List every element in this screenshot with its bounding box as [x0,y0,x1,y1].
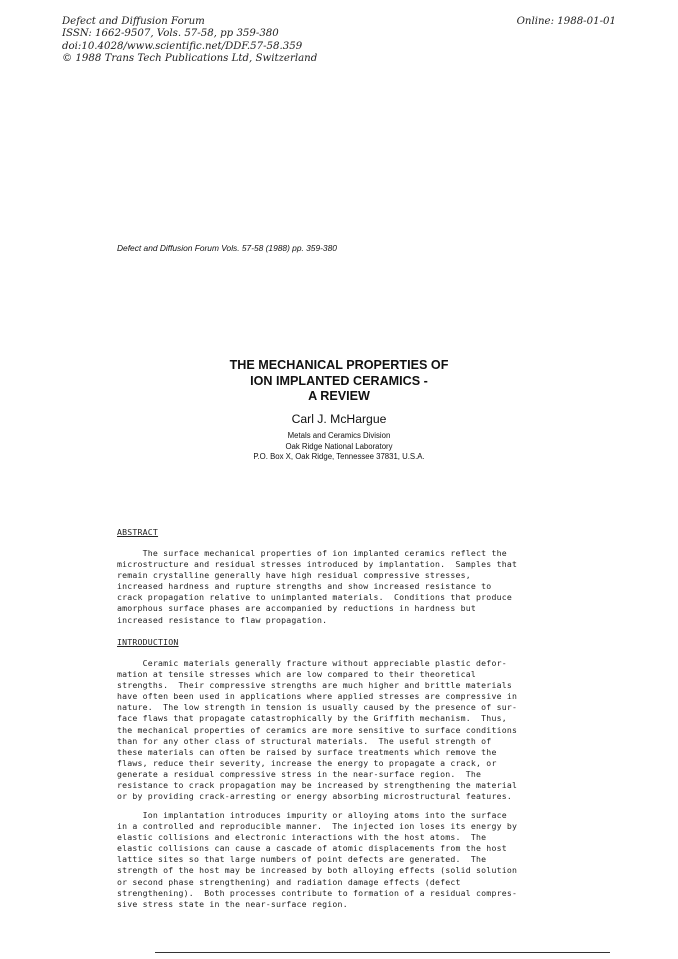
text-line: nature. The low strength in tension is usually caused by the presence of sur- [117,702,518,713]
online-date: Online: 1988-01-01 [516,16,616,27]
title-line: THE MECHANICAL PROPERTIES OF [229,358,449,372]
journal-name: Defect and Diffusion Forum [62,16,205,27]
citation-line: Defect and Diffusion Forum Vols. 57-58 (1988) pp. 359-380 [117,243,337,253]
affiliation [0,431,678,463]
text-line: lattice sites so that large numbers of point defects are generated. The [117,854,487,865]
text-line: face flaws that propagate catastrophically by the Griffith mechanism. Thus, [117,713,507,724]
journal-header [62,16,317,66]
text-line: these materials can often be raised by surface treatments which remove the [117,746,497,757]
text-line: The surface mechanical properties of ion implanted ceramics reflect the [117,548,507,558]
journal-copyright: © 1988 Trans Tech Publications Ltd, Switzerland [62,53,318,65]
text-line: increased resistance to flaw propagation. [117,614,328,625]
introduction-heading: INTRODUCTION [117,637,179,647]
text-line: remain crystalline generally have high residual compressive stresses, [117,570,471,581]
text-line: elastic collisions can cause a cascade of atomic displacements from the host [117,843,507,854]
text-line: strengthening). Both processes contribute to formation of a residual compres- [117,887,518,898]
text-line: crack propagation relative to unimplanted materials. Conditions that produce [117,592,512,603]
text-line: amorphous surface phases are accompanied by reductions in hardness but [117,603,477,614]
text-line: strength of the host may be increased by both alloying effects (solid solution [117,865,518,876]
paper-title [0,358,678,405]
introduction-paragraph-1 [117,658,517,802]
text-line: increased hardness and rupture strengths and show increased resistance to [117,581,492,592]
journal-doi[interactable]: doi:10.4028/www.scientific.net/DDF.57-58.359 [62,40,303,52]
affiliation-line: P.O. Box X, Oak Ridge, Tennessee 37831, U.S.A. [253,452,425,462]
text-line: have often been used in applications where applied stresses are compressive in [117,691,518,702]
text-line: mation at tensile stresses which are low compared to their theoretical [117,669,477,680]
text-line: generate a residual compressive stress in the near-surface region. The [117,768,482,779]
footer-rule [155,952,610,953]
text-line: or by providing crack-arresting or energy absorbing microstructural features. [117,791,512,802]
affiliation-line: Metals and Ceramics Division [287,431,391,440]
text-line: microstructure and residual stresses introduced by implantation. Samples that [117,559,518,570]
title-line: A REVIEW [308,389,370,403]
text-line: the mechanical properties of ceramics are more sensitive to surface conditions [117,724,518,735]
text-line: than for any other class of structural materials. The useful strength of [117,735,492,746]
introduction-paragraph-2 [117,810,517,910]
text-line: Ion implantation introduces impurity or alloying atoms into the surface [117,810,507,820]
text-line: strengths. Their compressive strengths are much higher and brittle materials [117,680,512,691]
abstract-body [117,548,517,626]
text-line: elastic collisions and electronic interactions with the host atoms. The [117,832,487,843]
text-line: in a controlled and reproducible manner. The injected ion loses its energy by [117,821,518,832]
text-line: Ceramic materials generally fracture without appreciable plastic defor- [117,658,507,668]
text-line: or second phase strengthening) and radiation damage effects (defect [117,876,461,887]
journal-issn: ISSN: 1662-9507, Vols. 57-58, pp 359-380 [62,28,279,40]
affiliation-line: Oak Ridge National Laboratory [285,441,393,451]
abstract-heading: ABSTRACT [117,527,159,537]
author-name: Carl J. McHargue [291,412,387,426]
text-line: flaws, reduce their severity, increase the energy to propagate a crack, or [117,757,497,768]
title-line: ION IMPLANTED CERAMICS - [250,373,428,388]
text-line: resistance to crack propagation may be increased by strengthening the material [117,780,518,791]
text-line: sive stress state in the near-surface region. [117,898,348,909]
